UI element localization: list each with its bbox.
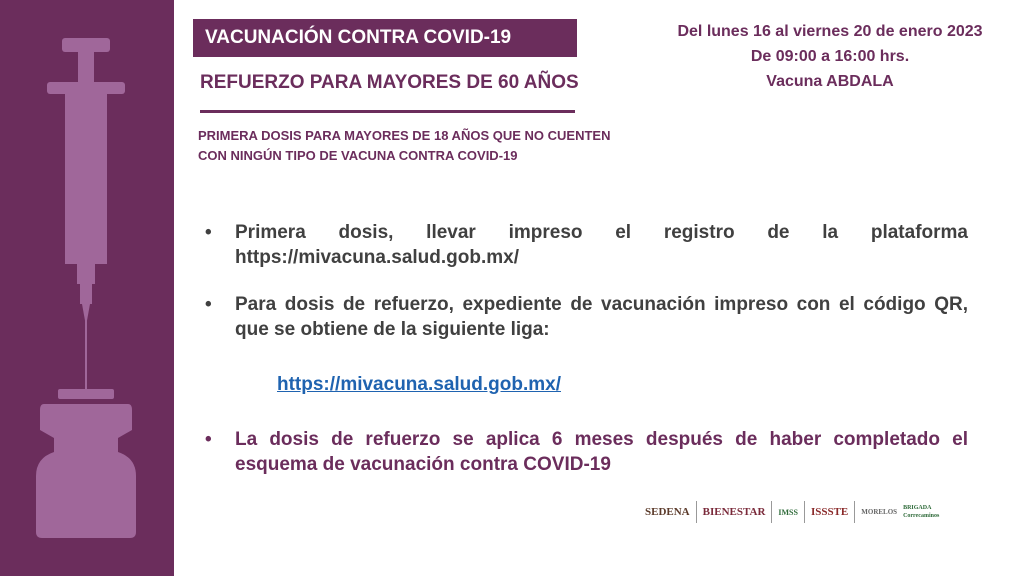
schedule-hours: De 09:00 a 16:00 hrs. [750, 48, 910, 65]
bullet: • [205, 222, 212, 243]
eligibility-note-line1: PRIMERA DOSIS PARA MAYORES DE 18 AÑOS QUE NO CUENTEN [198, 128, 611, 143]
issste-logo: ISSSTE [810, 506, 849, 518]
divider [854, 501, 855, 523]
eligibility-note-line2: CON NINGÚN TIPO DE VACUNA CONTRA COVID-19 [198, 148, 518, 163]
schedule-dates: Del lunes 16 al viernes 20 de enero 2023 [677, 23, 983, 40]
bullet: • [205, 429, 212, 450]
requirements-list [205, 220, 968, 499]
partner-logos [645, 494, 990, 530]
divider [200, 110, 575, 113]
list-item [205, 427, 968, 477]
eligibility-note [198, 126, 678, 166]
vial-icon [36, 389, 136, 538]
list-item [205, 220, 968, 270]
main-title: VACUNACIÓN CONTRA COVID-19 [193, 19, 577, 57]
list-item-text: La dosis de refuerzo se aplica 6 meses después de haber completado el esquema de vacunación contra COVID-19 [235, 429, 968, 475]
bullet: • [205, 294, 212, 315]
sedena-logo: SEDENA [645, 506, 690, 518]
sidebar-panel [0, 0, 174, 576]
schedule-block [640, 19, 1020, 94]
subtitle: REFUERZO PARA MAYORES DE 60 AÑOS [200, 72, 579, 93]
syringe-icon [47, 38, 125, 390]
list-item [205, 292, 968, 342]
vaccine-registry-link[interactable]: https://mivacuna.salud.gob.mx/ [277, 374, 561, 395]
list-item-text: Para dosis de refuerzo, expediente de vacunación impreso con el código QR, que se obtiene de la siguiente liga: [235, 294, 968, 340]
divider [804, 501, 805, 523]
morelos-logo: MORELOS [861, 508, 898, 516]
schedule-vaccine: Vacuna ABDALA [766, 73, 894, 90]
list-item-text: Primera dosis, llevar impreso el registro de la plataforma https://mivacuna.salud.gob.mx/ [235, 222, 968, 268]
syringe-vial-graphic [0, 0, 174, 576]
bienestar-logo: BIENESTAR [702, 506, 766, 518]
imss-logo: IMSS [778, 507, 798, 517]
divider [696, 501, 697, 523]
divider [771, 501, 772, 523]
brigada-logo: BRIGADA Correcaminos [903, 505, 940, 519]
